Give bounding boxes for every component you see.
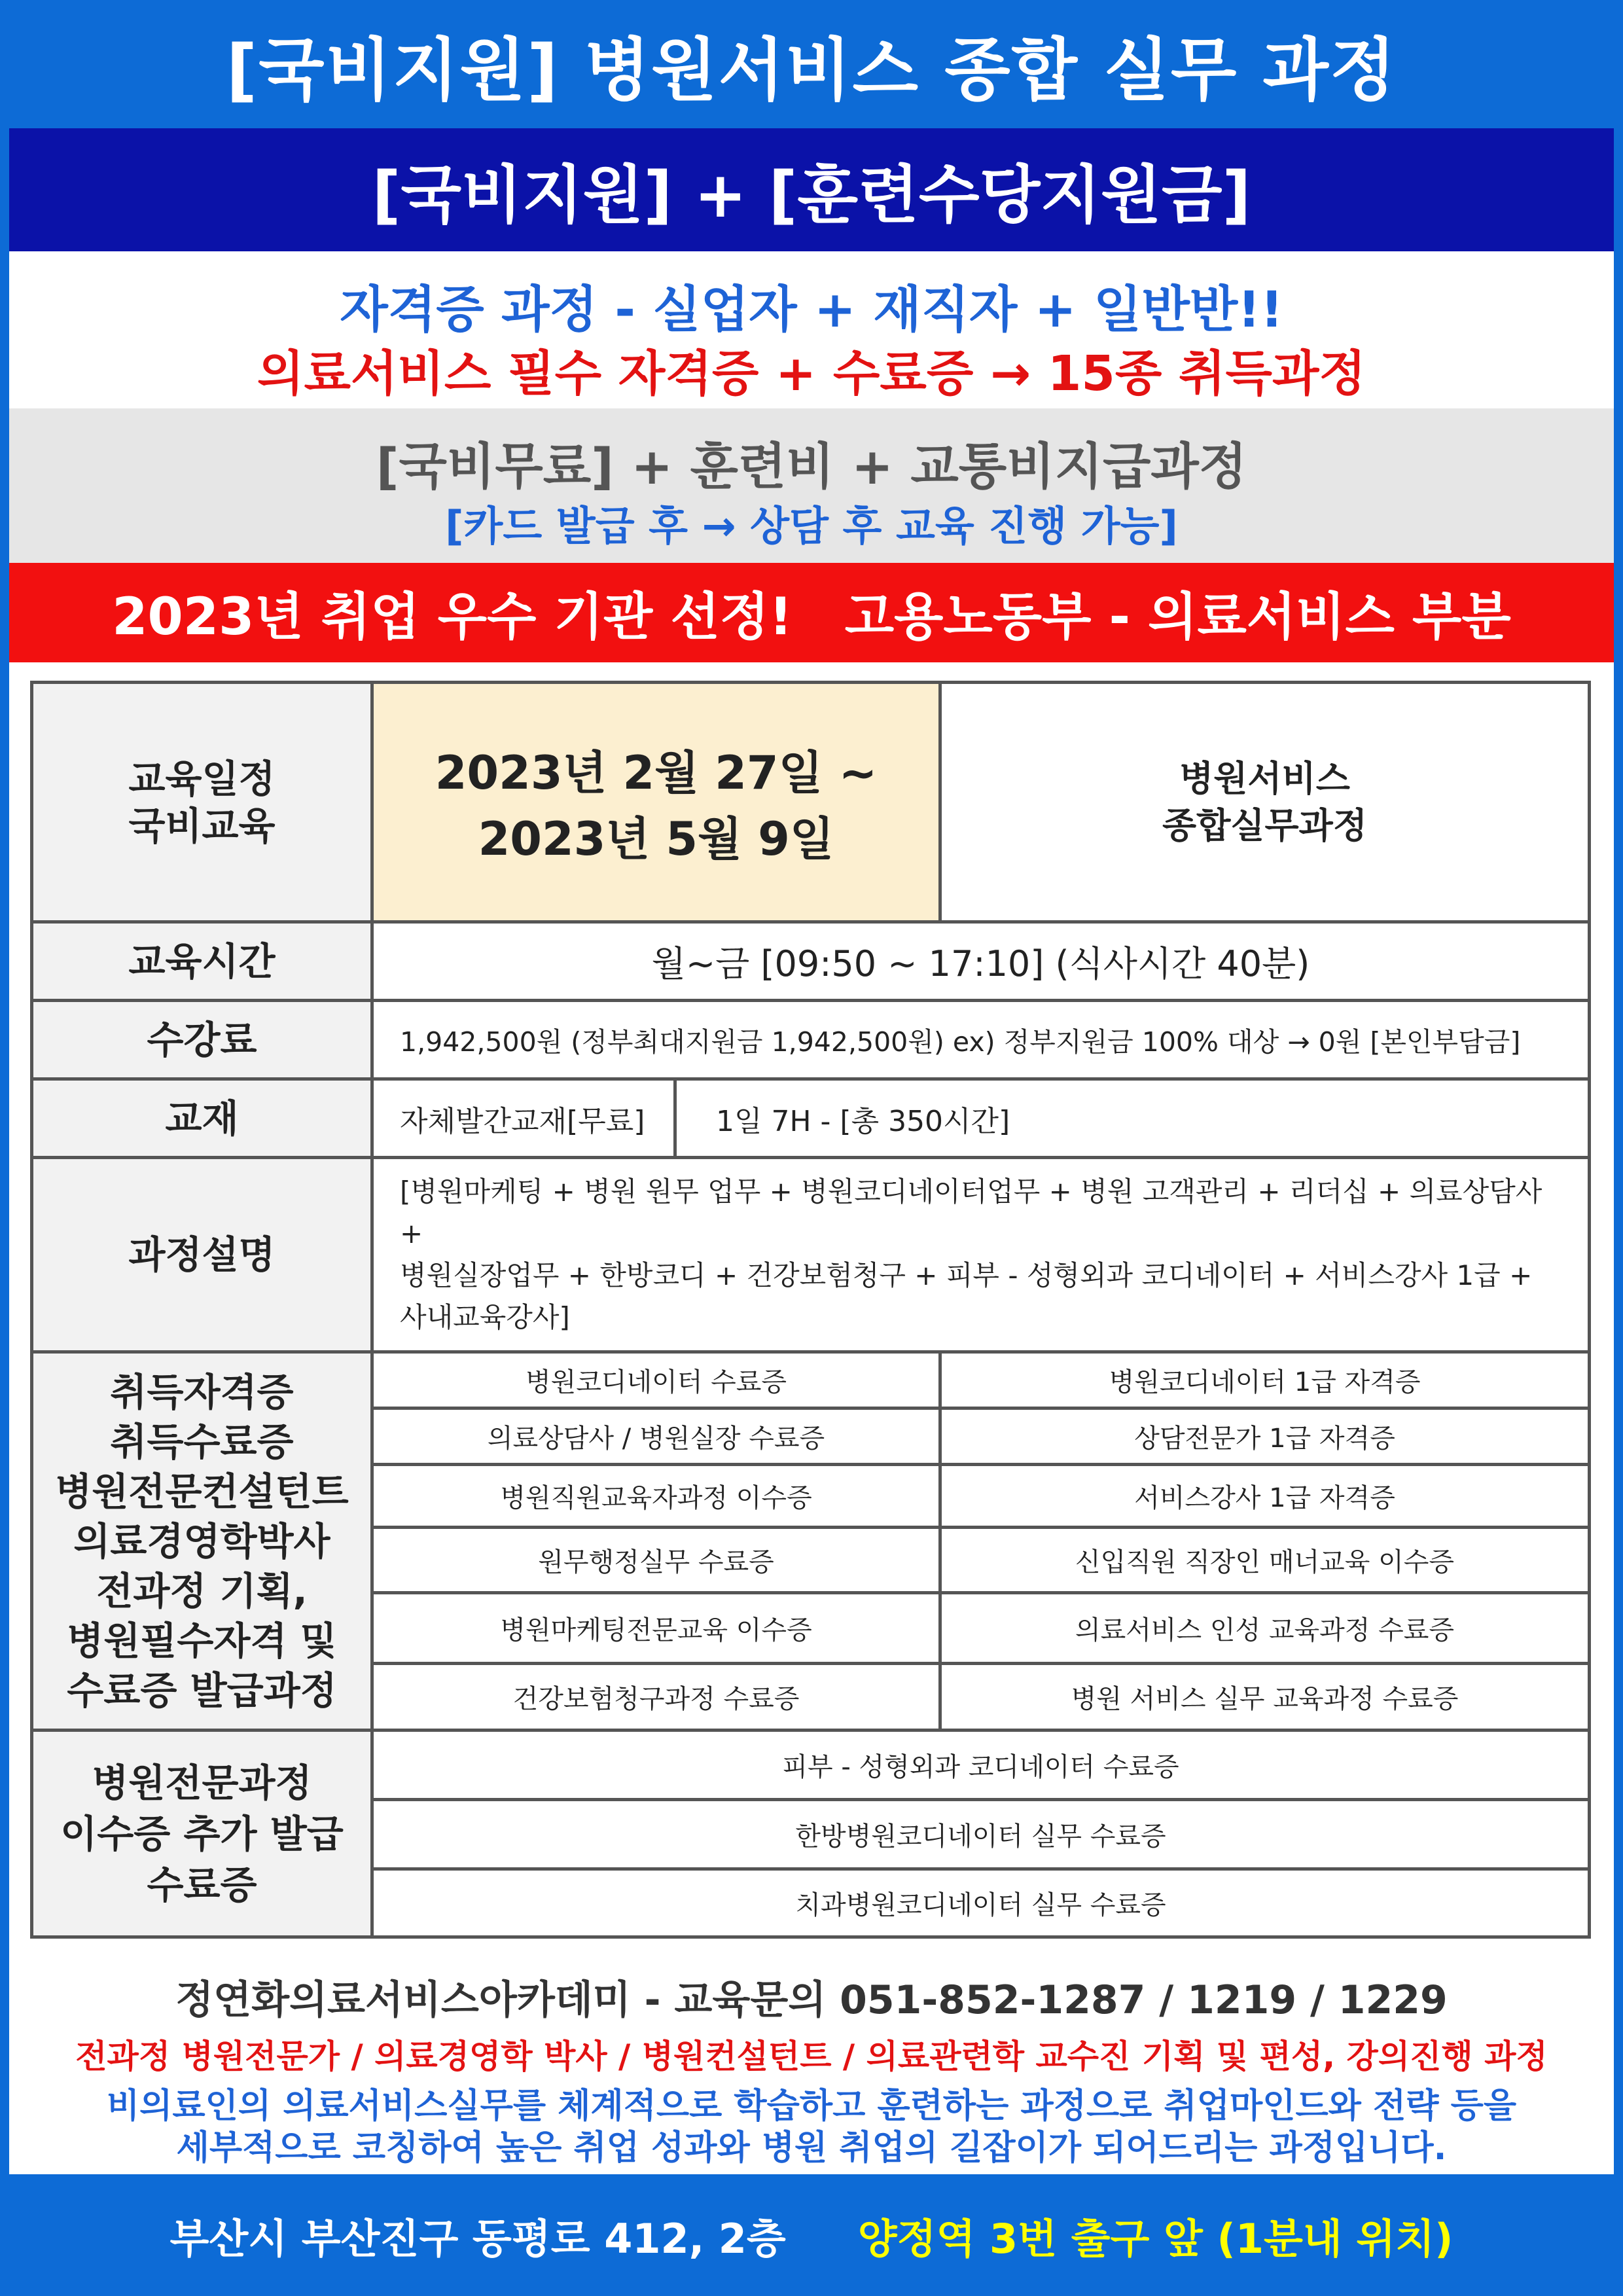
course-name xyxy=(940,683,1590,922)
course-intro xyxy=(9,2085,1614,2169)
extra-certificates-label xyxy=(32,1731,372,1937)
extra-cert: 한방병원코디네이터 실무 수료증 xyxy=(372,1800,1590,1869)
cert-right: 상담전문가 1급 자격증 xyxy=(940,1408,1590,1465)
award-banner xyxy=(9,563,1614,662)
certificates-label-line: 병원전문컨설턴트 xyxy=(55,1469,349,1514)
location-bar xyxy=(0,2174,1623,2296)
course-intro-line2: 세부적으로 코칭하여 높은 취업 성과와 병원 취업의 길잡이가 되어드리는 과정입니다. xyxy=(176,2128,1447,2168)
cert-right: 병원 서비스 실무 교육과정 수료증 xyxy=(940,1664,1590,1731)
description-line3: 사내교육강사] xyxy=(400,1301,570,1333)
description-value xyxy=(372,1158,1590,1352)
course-hours: 1일 7H - [총 350시간] xyxy=(675,1079,1590,1158)
fee-label: 수강료 xyxy=(32,1001,372,1079)
cert-left: 의료상담사 / 병원실장 수료증 xyxy=(372,1408,940,1465)
description-row xyxy=(32,1158,1590,1352)
cert-left: 병원마케팅전문교육 이수증 xyxy=(372,1593,940,1664)
course-info-table xyxy=(30,681,1591,1939)
cert-right: 병원코디네이터 1급 자격증 xyxy=(940,1352,1590,1408)
textbook-label: 교재 xyxy=(32,1079,372,1158)
award-text: 2023년 취업 우수 기관 선정! xyxy=(112,588,793,647)
cert-left: 건강보험청구과정 수료증 xyxy=(372,1664,940,1731)
free-course-line2: [카드 발급 후 → 상담 후 교육 진행 가능] xyxy=(445,502,1178,550)
extra-cert-row xyxy=(32,1731,1590,1800)
address-text: 부산시 부산진구 동평로 412, 2층 xyxy=(169,2214,786,2263)
schedule-row xyxy=(32,683,1590,922)
cert-right: 의료서비스 인성 교육과정 수료증 xyxy=(940,1593,1590,1664)
certificate-banner-line2: 의료서비스 필수 자격증 + 수료증 → 15종 취득과정 xyxy=(257,346,1366,402)
time-row xyxy=(32,922,1590,1001)
certificates-label-line: 수료증 발급과정 xyxy=(67,1668,337,1713)
extra-cert: 피부 - 성형외과 코디네이터 수료증 xyxy=(372,1731,1590,1800)
cert-row xyxy=(32,1352,1590,1408)
free-course-banner xyxy=(9,408,1614,563)
certificate-banner xyxy=(9,251,1614,408)
time-label: 교육시간 xyxy=(32,922,372,1001)
schedule-label-line2: 국비교육 xyxy=(128,803,276,848)
description-line1: [병원마케팅 + 병원 원무 업무 + 병원코디네이터업무 + 병원 고객관리 + 리더십 + 의료상담사 + xyxy=(400,1175,1543,1249)
cert-right: 신입직원 직장인 매너교육 이수증 xyxy=(940,1528,1590,1593)
course-name-line1: 병원서비스 xyxy=(1179,757,1350,799)
free-course-line1: [국비무료] + 훈련비 + 교통비지급과정 xyxy=(376,437,1247,495)
certificates-label-line: 전과정 기획, xyxy=(96,1568,308,1613)
funding-banner: [국비지원] + [훈련수당지원금] xyxy=(9,128,1614,251)
fee-value: 1,942,500원 (정부최대지원금 1,942,500원) ex) 정부지원금 100% 대상 → 0원 [본인부담금] xyxy=(372,1001,1590,1079)
schedule-label-line1: 교육일정 xyxy=(128,756,276,801)
course-intro-line1: 비의료인의 의료서비스실무를 체계적으로 학습하고 훈련하는 과정으로 취업마인드와 전략 등을 xyxy=(106,2087,1517,2126)
certificates-label-line: 의료경영학박사 xyxy=(73,1518,330,1564)
ministry-text: 고용노동부 - 의료서비스 부분 xyxy=(844,588,1511,647)
faculty-note: 전과정 병원전문가 / 의료경영학 박사 / 병원컨설턴트 / 의료관련학 교수진 기획 및 편성, 강의진행 과정 xyxy=(75,2037,1548,2075)
fee-row xyxy=(32,1001,1590,1079)
certificates-label-line: 취득자격증 xyxy=(110,1369,294,1414)
cert-left: 병원코디네이터 수료증 xyxy=(372,1352,940,1408)
cert-left: 원무행정실무 수료증 xyxy=(372,1528,940,1593)
schedule-dates: 2023년 2월 27일 ~ 2023년 5월 9일 xyxy=(372,683,940,922)
textbook-row xyxy=(32,1079,1590,1158)
certificates-label xyxy=(32,1352,372,1731)
station-text: 양정역 3번 출구 앞 (1분내 위치) xyxy=(857,2214,1454,2263)
description-line2: 병원실장업무 + 한방코디 + 건강보험청구 + 피부 - 성형외과 코디네이터 + 서비스강사 1급 + xyxy=(400,1259,1533,1291)
cert-left: 병원직원교육자과정 이수증 xyxy=(372,1465,940,1528)
certificates-label-line: 병원필수자격 및 xyxy=(67,1618,337,1663)
extra-cert: 치과병원코디네이터 실무 수료증 xyxy=(372,1869,1590,1937)
page-title: [국비지원] 병원서비스 종합 실무 과정 xyxy=(226,30,1397,110)
extra-label-line: 병원전문과정 xyxy=(92,1760,312,1805)
description-label: 과정설명 xyxy=(32,1158,372,1352)
schedule-label xyxy=(32,683,372,922)
cert-right: 서비스강사 1급 자격증 xyxy=(940,1465,1590,1528)
textbook-value: 자체발간교재[무료] xyxy=(372,1079,675,1158)
certificates-label-line: 취득수료증 xyxy=(110,1419,294,1464)
extra-label-line: 이수증 추가 발급 xyxy=(60,1811,344,1856)
certificate-banner-line1: 자격증 과정 - 실업자 + 재직자 + 일반반!! xyxy=(340,280,1283,338)
time-value: 월~금 [09:50 ~ 17:10] (식사시간 40분) xyxy=(372,922,1590,1001)
academy-contact: 정연화의료서비스아카데미 - 교육문의 051-852-1287 / 1219 / 1229 xyxy=(175,1977,1448,2023)
course-name-line2: 종합실무과정 xyxy=(1162,804,1368,846)
extra-label-line: 수료증 xyxy=(147,1862,257,1907)
